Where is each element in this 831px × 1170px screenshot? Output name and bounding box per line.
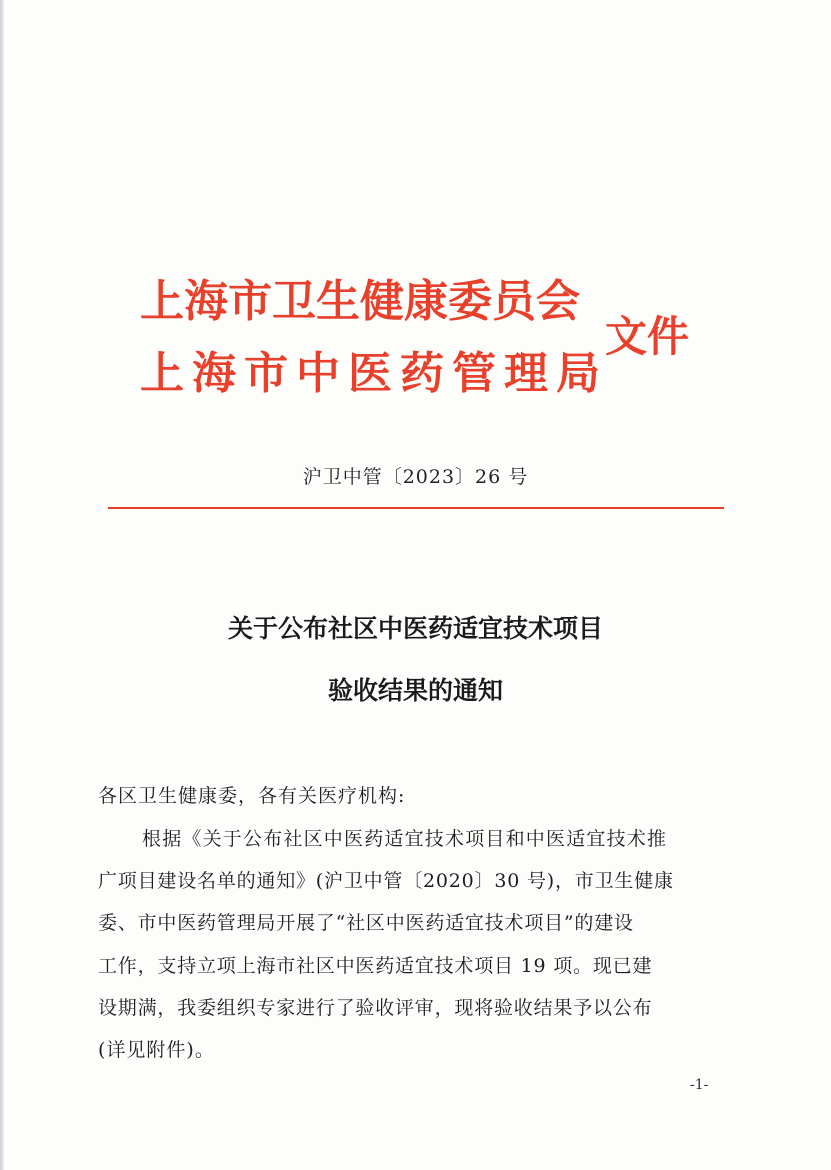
body-text-line: (详见附件)。 [98, 1039, 215, 1061]
issuer-name-tcm-administration: 上海市中医药管理局 [140, 348, 608, 399]
scan-edge [0, 0, 4, 1170]
notice-title-line-1: 关于公布社区中医药适宜技术项目 [227, 614, 603, 643]
document-type-label: 文件 [605, 312, 690, 361]
body-text-line: 委、市中医药管理局开展了“社区中医药适宜技术项目”的建设 [98, 912, 634, 934]
document-number: 沪卫中管〔2023〕26 号 [302, 466, 529, 488]
body-text-line: 设期满，我委组织专家进行了验收评审，现将验收结果予以公布 [98, 997, 653, 1019]
salutation: 各区卫生健康委，各有关医疗机构: [98, 785, 406, 807]
body-text-line: 工作，支持立项上海市社区中医药适宜技术项目 19 项。现已建 [98, 955, 653, 977]
notice-title-line-2: 验收结果的通知 [327, 676, 503, 705]
body-text-line: 广项目建设名单的通知》(沪卫中管〔2020〕30 号)，市卫生健康 [98, 870, 674, 892]
issuer-name-health-commission: 上海市卫生健康委员会 [140, 276, 580, 327]
red-divider-line [108, 507, 724, 509]
page-number: -1- [690, 1077, 709, 1093]
body-text-line: 根据《关于公布社区中医药适宜技术项目和中医适宜技术推 [142, 828, 668, 850]
